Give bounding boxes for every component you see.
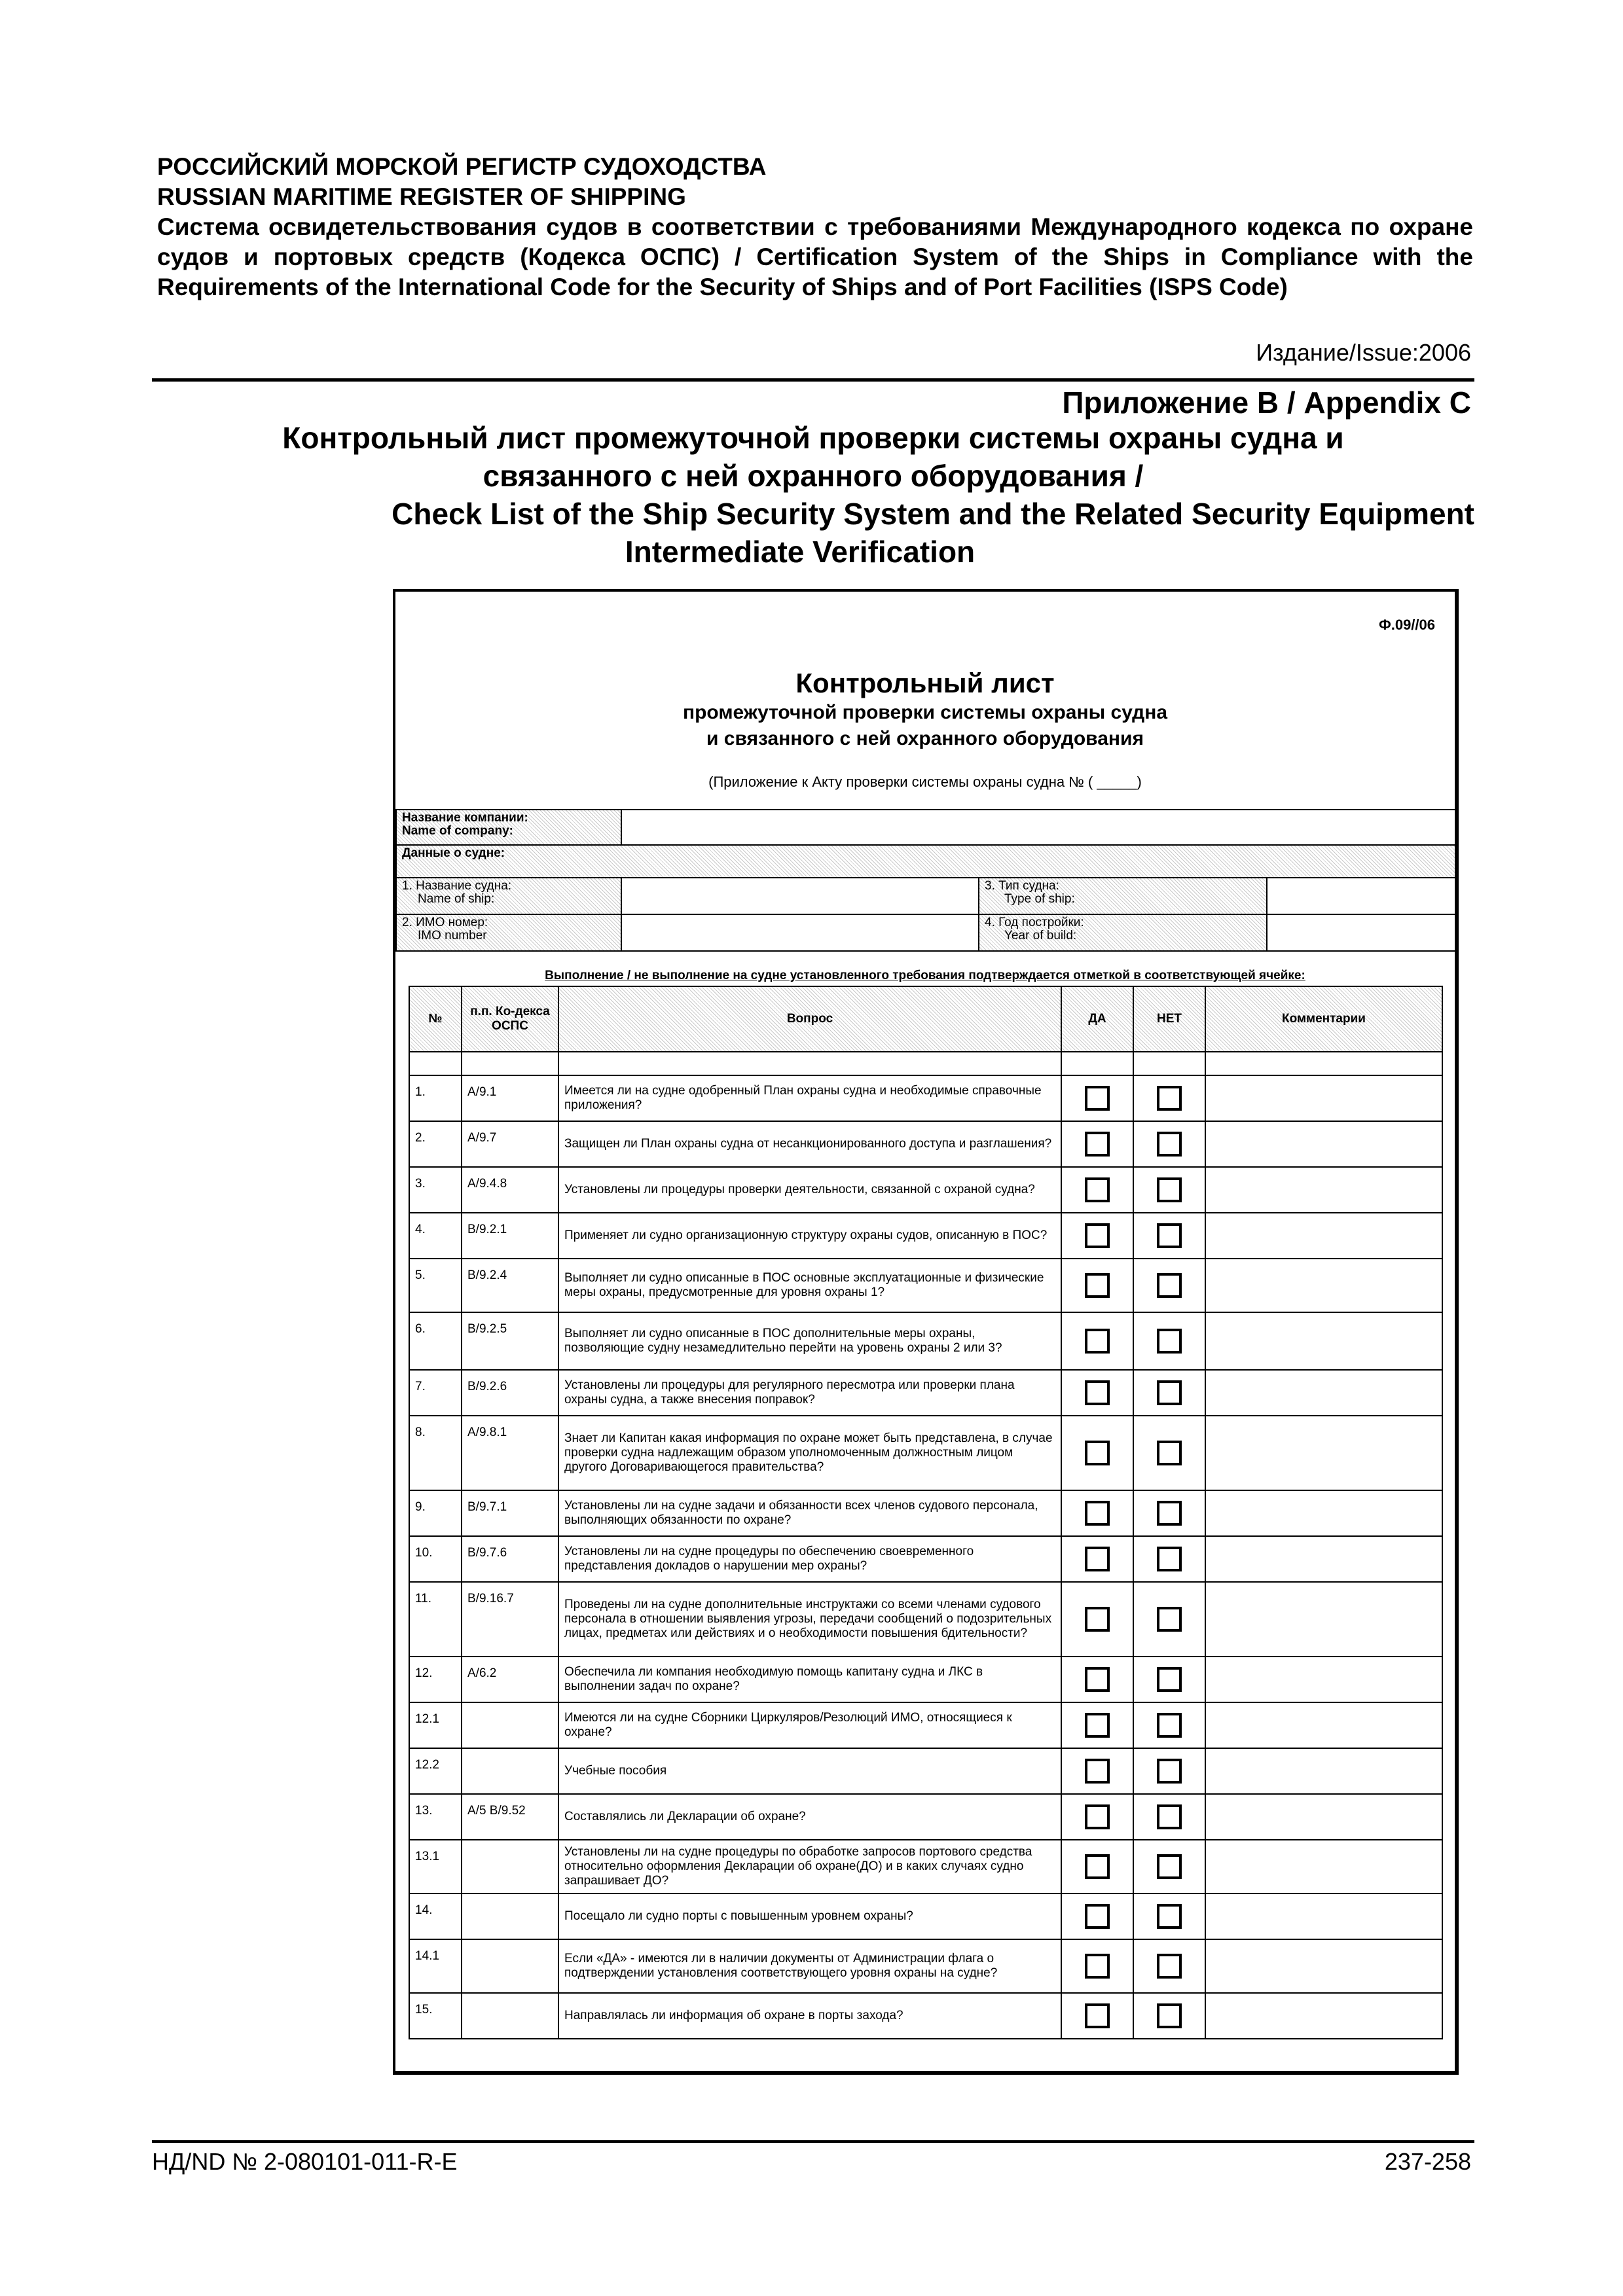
answer-yes-cell bbox=[1061, 1748, 1133, 1794]
row-code: B/9.7.1 bbox=[462, 1490, 558, 1536]
org-name-en: RUSSIAN MARITIME REGISTER OF SHIPPING bbox=[157, 183, 686, 210]
checklist-row bbox=[409, 1536, 1442, 1582]
answer-yes-cell bbox=[1061, 1490, 1133, 1536]
title-ru-line: Контрольный лист промежуточной проверки системы охраны судна и bbox=[282, 421, 1344, 455]
row-comments[interactable] bbox=[1205, 1657, 1442, 1702]
row-number: 11. bbox=[409, 1582, 462, 1657]
row-comments[interactable] bbox=[1205, 1213, 1442, 1259]
checklist-row bbox=[409, 1748, 1442, 1794]
checklist-row bbox=[409, 1702, 1442, 1748]
row-number: 3. bbox=[409, 1167, 462, 1213]
row-comments[interactable] bbox=[1205, 1121, 1442, 1167]
row-number: 9. bbox=[409, 1490, 462, 1536]
col-code: п.п. Ко-декса ОСПС bbox=[462, 986, 558, 1052]
answer-no-cell bbox=[1133, 1490, 1205, 1536]
yes-checkbox[interactable] bbox=[1085, 1223, 1110, 1248]
col-yes: ДА bbox=[1061, 986, 1133, 1052]
year-ru: 4. Год постройки: bbox=[985, 916, 1084, 929]
row-number: 12.1 bbox=[409, 1702, 462, 1748]
yes-checkbox[interactable] bbox=[1085, 1441, 1110, 1465]
row-number: 12.2 bbox=[409, 1748, 462, 1794]
spacer-cell bbox=[1205, 1052, 1442, 1075]
marking-note: Выполнение / не выполнение на судне установленного требования подтверждается отметкой в соответствующей ячейке: bbox=[545, 969, 1305, 982]
answer-yes-cell bbox=[1061, 1213, 1133, 1259]
answer-no-cell bbox=[1133, 1748, 1205, 1794]
row-comments[interactable] bbox=[1205, 1490, 1442, 1536]
answer-yes-cell bbox=[1061, 1657, 1133, 1702]
checklist-row bbox=[409, 1075, 1442, 1121]
yes-checkbox[interactable] bbox=[1085, 1904, 1110, 1929]
checklist-row bbox=[409, 1213, 1442, 1259]
yes-checkbox[interactable] bbox=[1085, 1954, 1110, 1979]
document-header bbox=[157, 152, 1473, 302]
page-range: 237-258 bbox=[1384, 2148, 1471, 2175]
row-number: 15. bbox=[409, 1993, 462, 2039]
checklist-row bbox=[409, 1121, 1442, 1167]
row-question: Установлены ли на судне задачи и обязанности всех членов судового персонала, выполняющих обязанности по охране? bbox=[558, 1490, 1061, 1536]
row-question: Проведены ли на судне дополнительные инструктажи со всеми членами судового персонала в отношении выявления угрозы, передачи сообщений о подозрительных лицах, предметах или действиях и о необходимости повышения бдительности? bbox=[558, 1582, 1061, 1657]
no-checkbox[interactable] bbox=[1157, 1132, 1182, 1157]
footer-rule bbox=[152, 2140, 1474, 2143]
no-checkbox[interactable] bbox=[1157, 1804, 1182, 1829]
col-comments: Комментарии bbox=[1205, 986, 1442, 1052]
certification-system: Система освидетельствования судов в соответствии с требованиями Международного кодекса по охране судов и портовых средств (Кодекса ОСПС) / Certification System of the Ships in Compliance with the Requirements of the International Code for the Security of Ships and of Port Facilities (ISPS Code) bbox=[157, 213, 1473, 300]
row-number: 10. bbox=[409, 1536, 462, 1582]
year-field[interactable] bbox=[1267, 914, 1455, 951]
row-code bbox=[462, 1893, 558, 1939]
yes-checkbox[interactable] bbox=[1085, 1713, 1110, 1738]
title-en-line: Intermediate Verification bbox=[625, 535, 976, 569]
answer-no-cell bbox=[1133, 1213, 1205, 1259]
row-number: 13. bbox=[409, 1794, 462, 1840]
row-code bbox=[462, 1702, 558, 1748]
ship-type-field[interactable] bbox=[1267, 878, 1455, 914]
spacer-cell bbox=[1061, 1052, 1133, 1075]
row-comments[interactable] bbox=[1205, 1370, 1442, 1416]
row-comments[interactable] bbox=[1205, 1259, 1442, 1312]
form-title-main: Контрольный лист bbox=[795, 668, 1055, 698]
row-number: 14. bbox=[409, 1893, 462, 1939]
ship-data-label: Данные о судне: bbox=[396, 845, 1455, 878]
no-checkbox[interactable] bbox=[1157, 1177, 1182, 1202]
row-code: A/9.7 bbox=[462, 1121, 558, 1167]
row-code: B/9.2.5 bbox=[462, 1312, 558, 1370]
checklist-row bbox=[409, 1167, 1442, 1213]
answer-yes-cell bbox=[1061, 1370, 1133, 1416]
checklist-row bbox=[409, 1794, 1442, 1840]
answer-no-cell bbox=[1133, 1657, 1205, 1702]
no-checkbox[interactable] bbox=[1157, 1441, 1182, 1465]
answer-yes-cell bbox=[1061, 1075, 1133, 1121]
row-code: B/9.7.6 bbox=[462, 1536, 558, 1582]
row-question: Направлялась ли информация об охране в порты захода? bbox=[558, 1993, 1061, 2039]
answer-yes-cell bbox=[1061, 1536, 1133, 1582]
no-checkbox[interactable] bbox=[1157, 1954, 1182, 1979]
checklist-row bbox=[409, 1370, 1442, 1416]
row-question: Выполняет ли судно описанные в ПОС основные эксплуатационные и физические меры охраны, предусмотренные для уровня охраны 1? bbox=[558, 1259, 1061, 1312]
row-comments[interactable] bbox=[1205, 1748, 1442, 1794]
row-question: Обеспечила ли компания необходимую помощь капитану судна и ЛКС в выполнении задач по охране? bbox=[558, 1657, 1061, 1702]
row-number: 14.1 bbox=[409, 1939, 462, 1993]
form-title bbox=[395, 667, 1455, 752]
checklist-row bbox=[409, 1939, 1442, 1993]
answer-yes-cell bbox=[1061, 1893, 1133, 1939]
checklist-row bbox=[409, 1840, 1442, 1893]
imo-field[interactable] bbox=[621, 914, 979, 951]
yes-checkbox[interactable] bbox=[1085, 1132, 1110, 1157]
row-code: A/9.4.8 bbox=[462, 1167, 558, 1213]
answer-yes-cell bbox=[1061, 1121, 1133, 1167]
title-en-line: Check List of the Ship Security System and the Related Security Equipment bbox=[392, 497, 1474, 531]
form-subtitle: (Приложение к Акту проверки системы охраны судна № ( _____) bbox=[708, 774, 1142, 790]
row-comments[interactable] bbox=[1205, 1536, 1442, 1582]
spacer-cell bbox=[462, 1052, 558, 1075]
checklist-form bbox=[393, 589, 1459, 2075]
row-code bbox=[462, 1840, 558, 1893]
row-number: 7. bbox=[409, 1370, 462, 1416]
checklist-row bbox=[409, 1993, 1442, 2039]
row-question: Имеются ли на судне Сборники Циркуляров/Резолюций ИМО, относящиеся к охране? bbox=[558, 1702, 1061, 1748]
col-number: № bbox=[409, 986, 462, 1052]
row-question: Если «ДА» - имеются ли в наличии документы от Администрации флага о подтверждении установления соответствующего уровня охраны на судне? bbox=[558, 1939, 1061, 1993]
col-no: НЕТ bbox=[1133, 986, 1205, 1052]
spacer-cell bbox=[409, 1052, 462, 1075]
no-checkbox[interactable] bbox=[1157, 1713, 1182, 1738]
answer-yes-cell bbox=[1061, 1312, 1133, 1370]
answer-no-cell bbox=[1133, 1259, 1205, 1312]
row-question: Знает ли Капитан какая информация по охране может быть представлена, в случае проверки судна надлежащим образом уполномоченным должностным лицом другого Договаривающегося правительства? bbox=[558, 1416, 1061, 1490]
imo-en: IMO number bbox=[418, 929, 487, 942]
yes-checkbox[interactable] bbox=[1085, 1501, 1110, 1526]
row-number: 4. bbox=[409, 1213, 462, 1259]
row-code: B/9.2.6 bbox=[462, 1370, 558, 1416]
answer-no-cell bbox=[1133, 1939, 1205, 1993]
answer-no-cell bbox=[1133, 1121, 1205, 1167]
row-question: Защищен ли План охраны судна от несанкционированного доступа и разглашения? bbox=[558, 1121, 1061, 1167]
row-comments[interactable] bbox=[1205, 1702, 1442, 1748]
appendix-label: Приложение В / Appendix C bbox=[1062, 386, 1471, 420]
answer-yes-cell bbox=[1061, 1939, 1133, 1993]
checklist-row bbox=[409, 1893, 1442, 1939]
imo-ru: 2. ИМО номер: bbox=[402, 916, 488, 929]
title-en bbox=[152, 495, 1474, 571]
row-code: A/5 B/9.52 bbox=[462, 1794, 558, 1840]
row-question: Посещало ли судно порты с повышенным уровнем охраны? bbox=[558, 1893, 1061, 1939]
document-number: НД/ND № 2-080101-011-R-E bbox=[152, 2148, 458, 2175]
no-checkbox[interactable] bbox=[1157, 1547, 1182, 1571]
ship-name-field[interactable] bbox=[621, 878, 979, 914]
answer-no-cell bbox=[1133, 1893, 1205, 1939]
checklist-row bbox=[409, 1582, 1442, 1657]
row-code: A/9.1 bbox=[462, 1075, 558, 1121]
answer-no-cell bbox=[1133, 1075, 1205, 1121]
form-title-sub: и связанного с ней охранного оборудования bbox=[706, 728, 1144, 749]
answer-yes-cell bbox=[1061, 1702, 1133, 1748]
row-question: Учебные пособия bbox=[558, 1748, 1061, 1794]
row-question: Установлены ли на судне процедуры по обеспечению своевременного представления докладов о нарушении мер охраны? bbox=[558, 1536, 1061, 1582]
answer-no-cell bbox=[1133, 1582, 1205, 1657]
imo-label bbox=[396, 914, 621, 951]
no-checkbox[interactable] bbox=[1157, 1854, 1182, 1879]
row-number: 5. bbox=[409, 1259, 462, 1312]
yes-checkbox[interactable] bbox=[1085, 1667, 1110, 1692]
company-label-ru: Название компании: bbox=[402, 811, 528, 825]
yes-checkbox[interactable] bbox=[1085, 1759, 1110, 1784]
row-code: B/9.16.7 bbox=[462, 1582, 558, 1657]
answer-no-cell bbox=[1133, 1993, 1205, 2039]
yes-checkbox[interactable] bbox=[1085, 1380, 1110, 1405]
form-title-sub: промежуточной проверки системы охраны судна bbox=[682, 702, 1168, 723]
issue-date: Издание/Issue:2006 bbox=[1256, 339, 1471, 366]
form-number: Ф.09//06 bbox=[1378, 617, 1435, 633]
year-en: Year of build: bbox=[1004, 929, 1077, 942]
year-label bbox=[979, 914, 1267, 951]
row-code bbox=[462, 1993, 558, 2039]
answer-no-cell bbox=[1133, 1794, 1205, 1840]
row-question: Имеется ли на судне одобренный План охраны судна и необходимые справочные приложения? bbox=[558, 1075, 1061, 1121]
row-question: Установлены ли процедуры проверки деятельности, связанной с охраной судна? bbox=[558, 1167, 1061, 1213]
spacer-cell bbox=[1133, 1052, 1205, 1075]
row-question: Применяет ли судно организационную структуру охраны судов, описанную в ПОС? bbox=[558, 1213, 1061, 1259]
row-number: 13.1 bbox=[409, 1840, 462, 1893]
answer-no-cell bbox=[1133, 1840, 1205, 1893]
no-checkbox[interactable] bbox=[1157, 1086, 1182, 1111]
yes-checkbox[interactable] bbox=[1085, 1177, 1110, 1202]
company-field[interactable] bbox=[621, 810, 1455, 845]
no-checkbox[interactable] bbox=[1157, 1273, 1182, 1298]
row-comments[interactable] bbox=[1205, 1167, 1442, 1213]
yes-checkbox[interactable] bbox=[1085, 1273, 1110, 1298]
ship-info-table bbox=[395, 809, 1456, 952]
title-ru bbox=[152, 419, 1474, 495]
checklist-row bbox=[409, 1259, 1442, 1312]
row-code bbox=[462, 1748, 558, 1794]
no-checkbox[interactable] bbox=[1157, 1380, 1182, 1405]
no-checkbox[interactable] bbox=[1157, 1501, 1182, 1526]
no-checkbox[interactable] bbox=[1157, 1607, 1182, 1632]
ship-type-label bbox=[979, 878, 1267, 914]
answer-no-cell bbox=[1133, 1416, 1205, 1490]
row-question: Составлялись ли Декларации об охране? bbox=[558, 1794, 1061, 1840]
row-comments[interactable] bbox=[1205, 1939, 1442, 1993]
row-number: 8. bbox=[409, 1416, 462, 1490]
row-comments[interactable] bbox=[1205, 1893, 1442, 1939]
yes-checkbox[interactable] bbox=[1085, 1086, 1110, 1111]
row-number: 6. bbox=[409, 1312, 462, 1370]
answer-yes-cell bbox=[1061, 1582, 1133, 1657]
no-checkbox[interactable] bbox=[1157, 2003, 1182, 2028]
ship-name-en: Name of ship: bbox=[418, 892, 495, 906]
ship-type-en: Type of ship: bbox=[1004, 892, 1075, 906]
answer-yes-cell bbox=[1061, 1167, 1133, 1213]
checklist-row bbox=[409, 1657, 1442, 1702]
row-number: 2. bbox=[409, 1121, 462, 1167]
row-comments[interactable] bbox=[1205, 1794, 1442, 1840]
row-question: Установлены ли на судне процедуры по обработке запросов портового средства относительно оформления Декларации об охране(ДО) и в каких случаях судно запрашивает ДО? bbox=[558, 1840, 1061, 1893]
yes-checkbox[interactable] bbox=[1085, 1854, 1110, 1879]
row-comments[interactable] bbox=[1205, 1582, 1442, 1657]
row-comments[interactable] bbox=[1205, 1416, 1442, 1490]
no-checkbox[interactable] bbox=[1157, 1223, 1182, 1248]
no-checkbox[interactable] bbox=[1157, 1329, 1182, 1354]
no-checkbox[interactable] bbox=[1157, 1759, 1182, 1784]
no-checkbox[interactable] bbox=[1157, 1904, 1182, 1929]
no-checkbox[interactable] bbox=[1157, 1667, 1182, 1692]
row-question: Выполняет ли судно описанные в ПОС дополнительные меры охраны, позволяющие судну незамедлительно перейти на уровень охраны 2 или 3? bbox=[558, 1312, 1061, 1370]
answer-yes-cell bbox=[1061, 1259, 1133, 1312]
yes-checkbox[interactable] bbox=[1085, 1547, 1110, 1571]
row-code: A/9.8.1 bbox=[462, 1416, 558, 1490]
spacer-cell bbox=[558, 1052, 1061, 1075]
checklist-row bbox=[409, 1416, 1442, 1490]
yes-checkbox[interactable] bbox=[1085, 1607, 1110, 1632]
row-code: B/9.2.1 bbox=[462, 1213, 558, 1259]
row-question: Установлены ли процедуры для регулярного пересмотра или проверки плана охраны судна, а также внесения поправок? bbox=[558, 1370, 1061, 1416]
row-code: A/6.2 bbox=[462, 1657, 558, 1702]
yes-checkbox[interactable] bbox=[1085, 2003, 1110, 2028]
checklist-table bbox=[409, 986, 1443, 2039]
yes-checkbox[interactable] bbox=[1085, 1804, 1110, 1829]
checklist-row bbox=[409, 1490, 1442, 1536]
answer-yes-cell bbox=[1061, 1993, 1133, 2039]
checklist-row bbox=[409, 1312, 1442, 1370]
yes-checkbox[interactable] bbox=[1085, 1329, 1110, 1354]
answer-yes-cell bbox=[1061, 1794, 1133, 1840]
header-rule bbox=[152, 378, 1474, 382]
answer-no-cell bbox=[1133, 1536, 1205, 1582]
answer-no-cell bbox=[1133, 1167, 1205, 1213]
company-label-en: Name of company: bbox=[402, 824, 513, 838]
answer-yes-cell bbox=[1061, 1840, 1133, 1893]
ship-name-label bbox=[396, 878, 621, 914]
row-code: B/9.2.4 bbox=[462, 1259, 558, 1312]
row-comments[interactable] bbox=[1205, 1075, 1442, 1121]
row-comments[interactable] bbox=[1205, 1312, 1442, 1370]
col-question: Вопрос bbox=[558, 986, 1061, 1052]
answer-no-cell bbox=[1133, 1702, 1205, 1748]
answer-yes-cell bbox=[1061, 1416, 1133, 1490]
row-comments[interactable] bbox=[1205, 1993, 1442, 2039]
answer-no-cell bbox=[1133, 1312, 1205, 1370]
row-number: 1. bbox=[409, 1075, 462, 1121]
answer-no-cell bbox=[1133, 1370, 1205, 1416]
company-label bbox=[396, 810, 621, 845]
org-name-ru: РОССИЙСКИЙ МОРСКОЙ РЕГИСТР СУДОХОДСТВА bbox=[157, 153, 767, 180]
ship-type-ru: 3. Тип судна: bbox=[985, 879, 1059, 893]
ship-name-ru: 1. Название судна: bbox=[402, 879, 512, 893]
row-comments[interactable] bbox=[1205, 1840, 1442, 1893]
title-ru-line: связанного с ней охранного оборудования / bbox=[483, 459, 1144, 493]
row-number: 12. bbox=[409, 1657, 462, 1702]
row-code bbox=[462, 1939, 558, 1993]
